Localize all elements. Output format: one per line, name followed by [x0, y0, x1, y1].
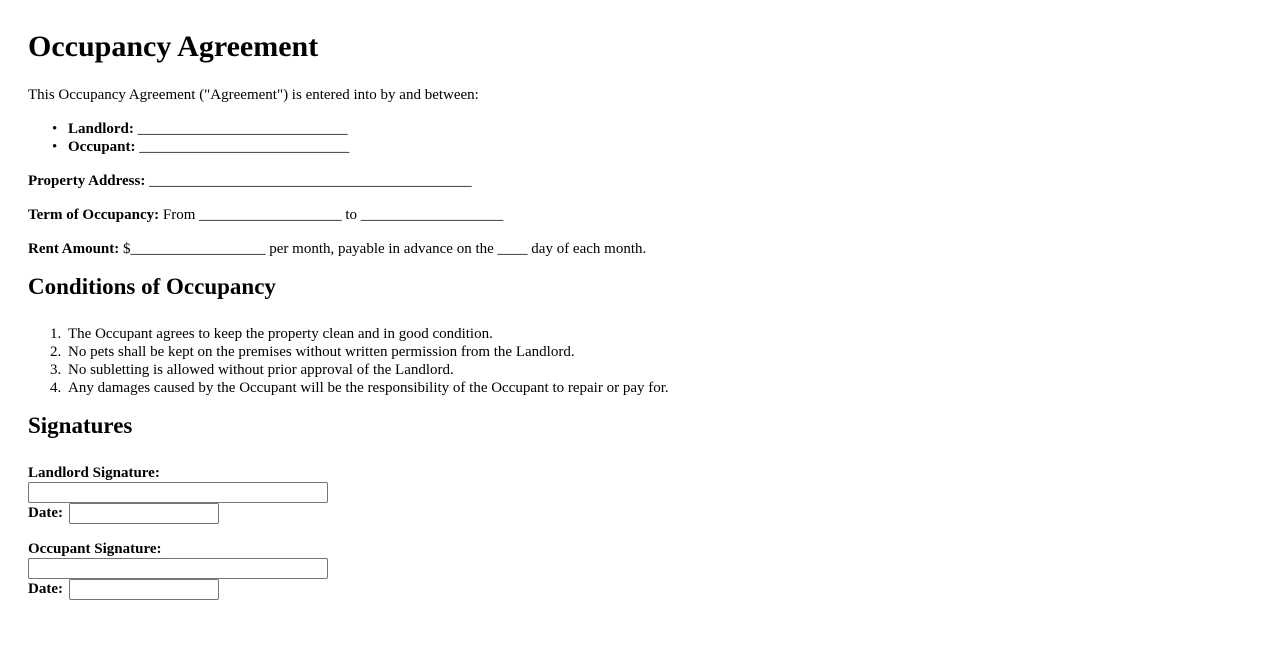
- term-from-blank: ___________________: [199, 207, 342, 223]
- bullet-icon: •: [52, 139, 58, 155]
- bullet-icon: •: [52, 121, 58, 137]
- condition-text: No pets shall be kept on the premises without written permission from the Landlord.: [68, 344, 575, 360]
- condition-text: The Occupant agrees to keep the property clean and in good condition.: [68, 326, 493, 342]
- occupant-signature-input[interactable]: [28, 558, 328, 579]
- landlord-date-input[interactable]: [69, 503, 219, 524]
- property-address-line: [28, 172, 472, 190]
- list-item: [28, 361, 669, 379]
- landlord-label: Landlord:: [68, 121, 134, 137]
- rent-line: [28, 240, 646, 258]
- term-from-text: From: [162, 207, 196, 223]
- property-address-label: Property Address:: [28, 173, 146, 189]
- list-item: [28, 325, 669, 343]
- landlord-signature-label: Landlord Signature:: [28, 465, 160, 481]
- page-title: Occupancy Agreement: [28, 30, 319, 63]
- list-item: [28, 379, 669, 397]
- rent-middle-text: per month, payable in advance on the: [269, 241, 494, 257]
- rent-label: Rent Amount:: [28, 241, 120, 257]
- landlord-date-label: Date:: [28, 505, 63, 521]
- property-address-blank: ___________________________________________: [149, 173, 472, 189]
- rent-day-blank: ____: [497, 241, 528, 257]
- list-number: 2.: [50, 344, 62, 360]
- term-label: Term of Occupancy:: [28, 207, 160, 223]
- occupant-date-input[interactable]: [69, 579, 219, 600]
- signatures-heading: Signatures: [28, 413, 133, 438]
- rent-end-text: day of each month.: [531, 241, 647, 257]
- list-item-landlord: [28, 120, 349, 138]
- parties-list: [28, 120, 349, 156]
- landlord-signature-input[interactable]: [28, 482, 328, 503]
- rent-dollar-blank: $__________________: [123, 241, 266, 257]
- list-item: [28, 343, 669, 361]
- occupant-date-label: Date:: [28, 581, 63, 597]
- occupant-signature-label: Occupant Signature:: [28, 541, 162, 557]
- term-to-blank: ___________________: [360, 207, 504, 223]
- list-item-occupant: [28, 138, 349, 156]
- list-number: 3.: [50, 362, 62, 378]
- intro-text: This Occupancy Agreement ("Agreement") is entered into by and between:: [28, 87, 479, 103]
- occupant-label: Occupant:: [68, 139, 136, 155]
- occupant-blank: ____________________________: [139, 139, 350, 155]
- conditions-heading: Conditions of Occupancy: [28, 274, 276, 299]
- condition-text: No subletting is allowed without prior approval of the Landlord.: [68, 362, 454, 378]
- landlord-blank: ____________________________: [137, 121, 348, 137]
- condition-text: Any damages caused by the Occupant will be the responsibility of the Occupant to repair or pay for.: [68, 380, 669, 396]
- list-number: 4.: [50, 380, 62, 396]
- term-line: [28, 206, 503, 224]
- conditions-list: [28, 325, 669, 397]
- list-number: 1.: [50, 326, 62, 342]
- term-to-text: to: [345, 207, 358, 223]
